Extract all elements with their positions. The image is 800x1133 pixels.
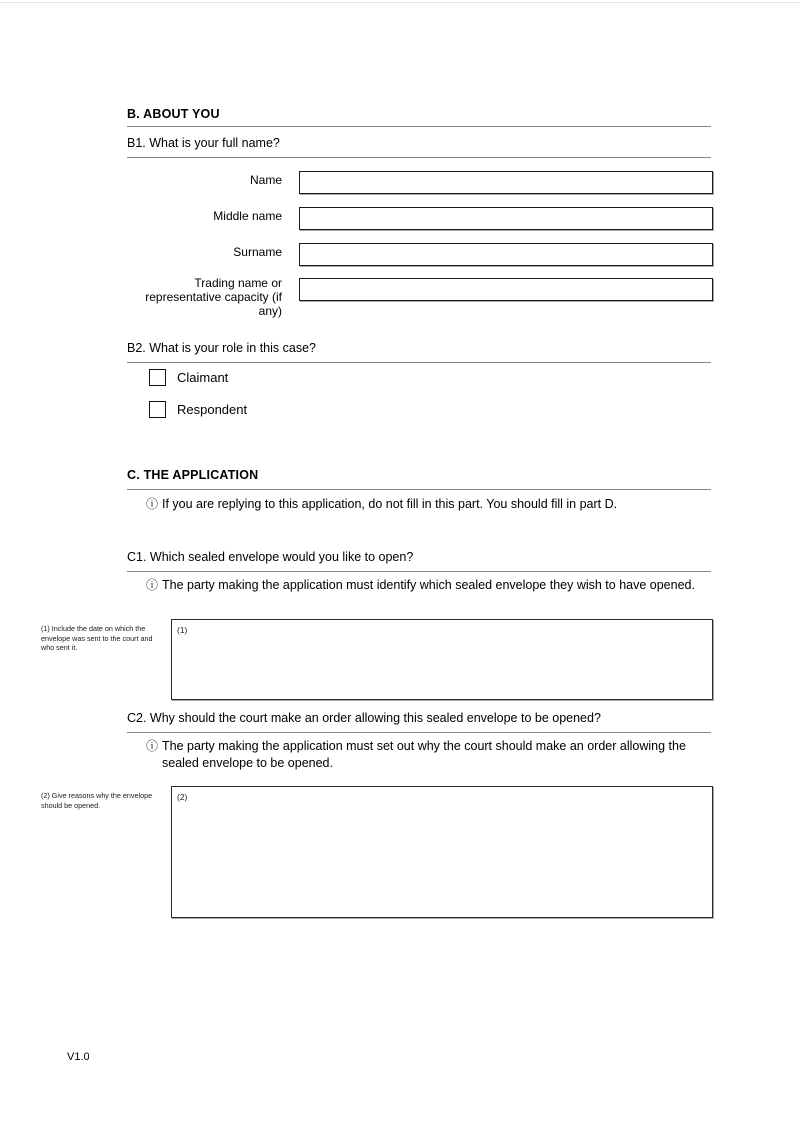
question-c1: C1. Which sealed envelope would you like to open?: [127, 550, 414, 564]
field-label-name: Name: [249, 173, 282, 187]
margin-note-c1: (1) Include the date on which the envelope was sent to the court and who sent it.: [41, 624, 153, 653]
question-c2-rule: [127, 732, 711, 733]
info-circle-icon: ⓘ: [146, 739, 159, 753]
field-label-trading-name: Trading name or representative capacity (if any): [145, 276, 282, 318]
checkbox-label-respondent: Respondent: [177, 402, 248, 417]
margin-note-c2: (2) Give reasons why the envelope should be opened.: [41, 791, 153, 810]
section-c-notice-text: If you are replying to this application, do not fill in this part. You should fill in part D.: [162, 497, 618, 511]
info-circle-icon: ⓘ: [146, 578, 159, 592]
page-top-edge: [0, 2, 800, 3]
question-b1-rule: [127, 157, 711, 158]
checkbox-respondent[interactable]: [149, 401, 166, 418]
checkbox-row-respondent[interactable]: [149, 401, 247, 418]
question-c2: C2. Why should the court make an order allowing this sealed envelope to be opened?: [127, 711, 601, 725]
info-circle-icon: ⓘ: [146, 497, 159, 511]
question-b2: B2. What is your role in this case?: [127, 341, 316, 355]
input-name[interactable]: [299, 171, 713, 194]
section-c-notice: [146, 496, 706, 513]
question-c1-rule: [127, 571, 711, 572]
guidance-c1: [146, 577, 701, 594]
checkbox-claimant[interactable]: [149, 369, 166, 386]
guidance-c2-text: The party making the application must set out why the court should make an order allowing the sealed envelope to be opened.: [162, 739, 686, 770]
answer-box-c2[interactable]: [171, 786, 713, 918]
section-c-heading: C. THE APPLICATION: [127, 468, 259, 482]
question-b2-rule: [127, 362, 711, 363]
checkbox-label-claimant: Claimant: [177, 370, 229, 385]
question-b1: B1. What is your full name?: [127, 136, 280, 150]
field-label-middle-name: Middle name: [213, 209, 282, 223]
input-trading-name[interactable]: [299, 278, 713, 301]
input-middle-name[interactable]: [299, 207, 713, 230]
footer-version: V1.0: [67, 1051, 90, 1063]
checkbox-row-claimant[interactable]: [149, 369, 228, 386]
section-b-heading: B. ABOUT YOU: [127, 107, 220, 121]
section-c-heading-rule: [127, 489, 711, 490]
field-label-surname: Surname: [233, 245, 282, 259]
guidance-c1-text: The party making the application must identify which sealed envelope they wish to have opened.: [162, 578, 695, 592]
input-surname[interactable]: [299, 243, 713, 266]
section-b-heading-rule: [127, 126, 711, 127]
guidance-c2: [146, 738, 704, 772]
answer-box-c1[interactable]: [171, 619, 713, 700]
